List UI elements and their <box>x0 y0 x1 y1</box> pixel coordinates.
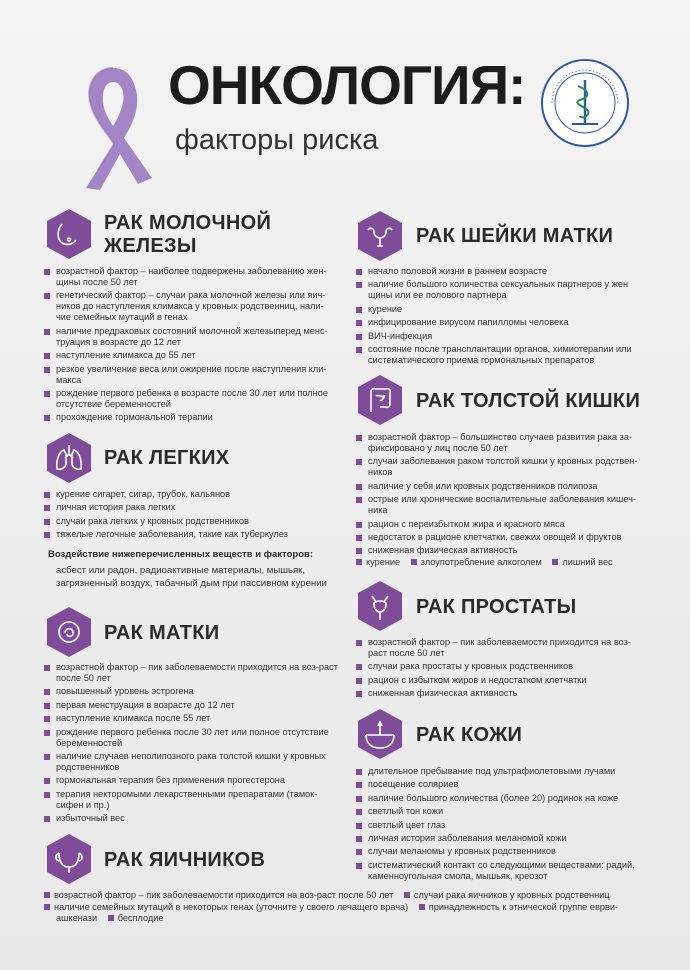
list-item: курение сигарет, сигар, трубок, кальянов <box>44 489 338 500</box>
page-subtitle: факторы риска <box>175 124 379 156</box>
list-item: случаи рака легких у кровных родственников <box>44 516 338 527</box>
list-item: светлый тон кожи <box>356 806 646 817</box>
ovary-line-2 <box>44 902 626 912</box>
skin-icon <box>356 708 404 760</box>
colon-inline-items <box>356 557 621 567</box>
list-item: ВИЧ-инфекция <box>356 331 646 342</box>
list-item: избыточный вес <box>44 813 338 824</box>
lungs-substances-heading: Воздействие нижеперечисленных веществ и факторов: <box>48 549 313 560</box>
list-item: недостаток в рационе клетчатки, свежих овощей и фруктов <box>356 532 646 543</box>
list-item: возрастной фактор – пик заболеваемости приходится на воз-раст после 50 лет <box>54 890 394 900</box>
list-item: наступление климакса до 55 лет <box>44 350 338 361</box>
list-item: наличие предраковых состояний молочной железыперед менс-труация в возрасте до 12 лет <box>44 326 338 348</box>
skin-risk-list <box>356 766 646 884</box>
intestine-icon <box>356 374 404 426</box>
list-item: прохождение гормональной терапии <box>44 412 338 423</box>
list-item: рацион с избытком жиров и недостатком клетчатки <box>356 675 646 686</box>
list-item: принадлежность к этнической группе еврви- <box>428 902 619 912</box>
colon-risk-list <box>356 432 646 559</box>
list-item: рацион с переизбытком жира и красного мяса <box>356 519 646 530</box>
list-item: курение <box>356 304 646 315</box>
list-item: возрастной фактор – пик заболеваемости приходится на воз-раст после 50 лет <box>44 662 338 684</box>
breast-icon <box>45 208 93 260</box>
ovary-line-3 <box>56 913 172 923</box>
list-item: бесплодие <box>117 913 164 923</box>
list-item: курение <box>366 557 401 567</box>
list-item: возрастной фактор – пик заболеваемости приходится на воз-раст после 50 лет <box>356 637 646 659</box>
list-item: посещение соляриев <box>356 779 646 790</box>
list-item: случаи меланомы у кровных родственников <box>356 846 646 857</box>
list-item: терапия некторомыми лекарственными препаратами (тамок-сифен и пр.) <box>44 789 338 811</box>
awareness-ribbon-icon <box>68 62 158 192</box>
list-item: наступление климакса после 55 лет <box>44 713 338 724</box>
list-item: начало половой жизни в раннем возрасте <box>356 266 646 277</box>
list-item: лишний вес <box>562 557 613 567</box>
list-item-continued: ашкенази <box>56 913 98 923</box>
list-item: резкое увеличение веса или ожирение после наступления кли-макса <box>44 364 338 386</box>
ovary-title: РАК ЯИЧНИКОВ <box>104 849 266 871</box>
breast-risk-list <box>44 266 338 426</box>
list-item: гормональная терапия без применения прогестерона <box>44 775 338 786</box>
uterus-icon <box>45 606 93 658</box>
list-item: случаи заболевания раком толстой кишки у кровных родствен-ников <box>356 456 646 478</box>
list-item: личная история рака легких <box>44 502 338 513</box>
skin-title: РАК КОЖИ <box>416 724 523 746</box>
colon-title: РАК ТОЛСТОЙ КИШКИ <box>416 390 641 412</box>
ovary-line-1 <box>44 890 618 900</box>
list-item: светлый цвет глаз <box>356 820 646 831</box>
list-item: личная история заболевания меланомой кожи <box>356 833 646 844</box>
list-item: возрастной фактор – большинство случаев развития рака за-фиксировано у лиц после 50 лет <box>356 432 646 454</box>
breast-title-line1: РАК МОЛОЧНОЙ <box>104 212 272 234</box>
cervix-icon <box>356 210 404 262</box>
list-item: длительное пребывание под ультрафиолетовыми лучами <box>356 766 646 777</box>
breast-title-line2: ЖЕЛЕЗЫ <box>104 235 197 257</box>
list-item: наличие случаев неполипозного рака толстой кишки у кровных родственников <box>44 751 338 773</box>
page-title: ОНКОЛОГИЯ: <box>168 54 526 116</box>
list-item: возрастной фактор – наиболее подвержены заболеванию жен-щины после 50 лет <box>44 266 338 288</box>
prostate-title: РАК ПРОСТАТЫ <box>416 596 577 618</box>
cervix-title: РАК ШЕЙКИ МАТКИ <box>416 225 614 247</box>
list-item: наличие большого количества сексуальных партнеров у жен щины или ее полового партнера <box>356 279 646 301</box>
list-item: злоупотребление алкоголем <box>420 557 542 567</box>
lungs-risk-list <box>44 489 338 543</box>
medical-prevention-center-seal-icon <box>540 58 630 148</box>
ovary-icon <box>45 833 93 885</box>
list-item: генетический фактор – случаи рака молочной железы или яич-ников до наступления климакса у кровных родственниц, нали-чие семейных мутаций в генах <box>44 290 338 323</box>
lungs-substances-text: асбест или радон, радиоактивные материалы, мышьяк, загрязненный воздух, табачный дым при пассивном курении <box>56 565 327 589</box>
list-item: наличие большого количества (более 20) родинок на коже <box>356 793 646 804</box>
list-item: повышенный уровень эстрогена <box>44 686 338 697</box>
uterus-risk-list <box>44 662 338 827</box>
list-item: состояние после трансплантации органов, химиотерапии или систематического приема гормональных препаратов <box>356 344 646 366</box>
list-item: сниженная физическая активность <box>356 545 646 556</box>
list-item: систематический контакт со следующими веществами: радий, каменноугольная смола, мышьяк, креозот <box>356 860 646 882</box>
list-item: острые или хронические воспалительные заболевания кишеч-ника <box>356 494 646 516</box>
prostate-risk-list <box>356 637 646 702</box>
cervix-risk-list <box>356 266 646 368</box>
uterus-title: РАК МАТКИ <box>104 622 220 644</box>
list-item: тяжелые легочные заболевания, такие как туберкулез <box>44 529 338 540</box>
list-item: случаи рака простаты у кровных родственников <box>356 661 646 672</box>
lungs-title: РАК ЛЕГКИХ <box>104 447 230 469</box>
list-item: рождение первого ребенка в возрасте после 30 лет или полное отсутствие беременностей <box>44 388 338 410</box>
list-item: первая менструация в возрасте до 12 лет <box>44 700 338 711</box>
list-item: сниженная физическая активность <box>356 688 646 699</box>
list-item: инфицирование вирусом папилломы человека <box>356 317 646 328</box>
list-item: случаи рака яичников у кровных родственниц <box>413 890 610 900</box>
prostate-icon <box>356 580 404 632</box>
list-item: наличие у себя или кровных родственников полипоза <box>356 481 646 492</box>
list-item: наличие семейных мутаций в некоторых генах (уточните у своего лечащего врача) <box>54 902 409 912</box>
lungs-icon <box>45 432 93 484</box>
list-item: рождение первого ребенка после 30 лет или полное отсутствие беременностей <box>44 727 338 749</box>
